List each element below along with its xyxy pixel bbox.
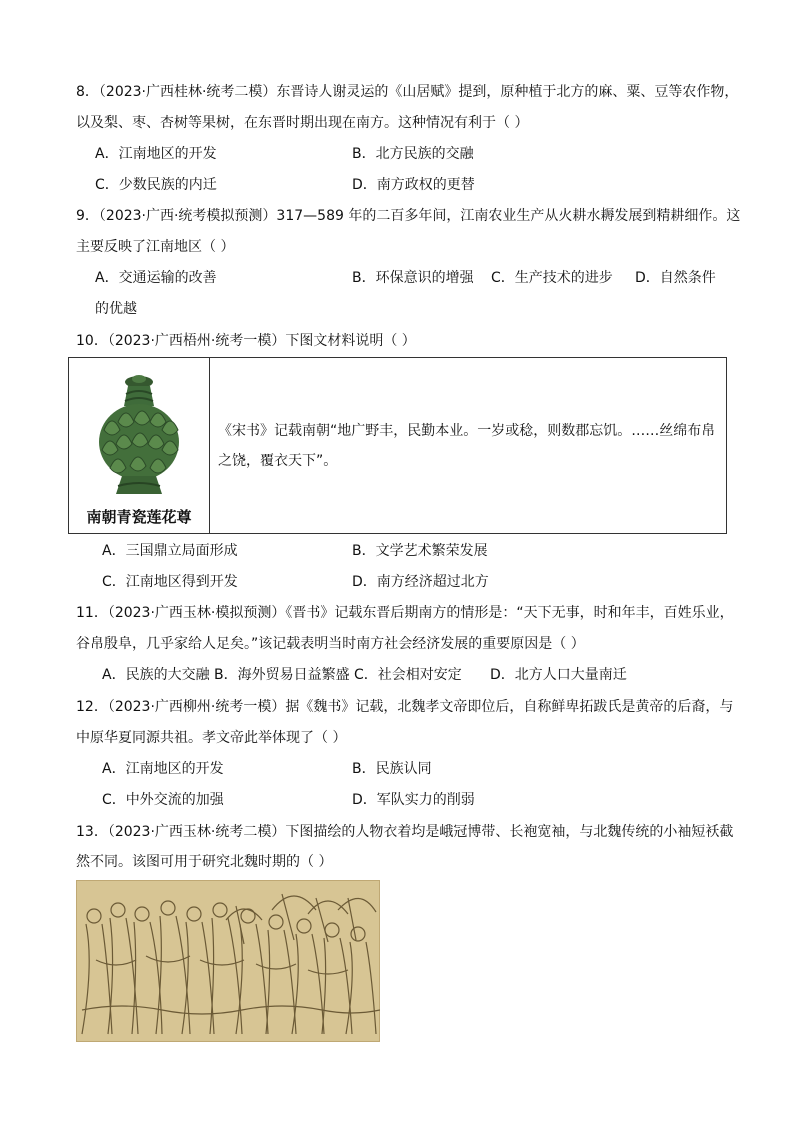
q8-option-b: B．北方民族的交融 (352, 146, 474, 162)
material-text-cell (210, 358, 727, 534)
q9-stem-line2: 主要反映了江南地区（ ） (76, 239, 235, 255)
q11-stem-line1: 11．（2023·广西玉林·模拟预测）《晋书》记载东晋后期南方的情形是：“天下无事，时和年丰，百姓乐业， (76, 605, 734, 621)
q11-option-b: B．海外贸易日益繁盛 (214, 667, 350, 683)
q8-option-c: C．少数民族的内迁 (95, 177, 217, 193)
q9-option-d: D．自然条件 (635, 270, 716, 286)
q10-option-c: C．江南地区得到开发 (102, 574, 238, 590)
vase-caption: 南朝青瓷莲花尊 (86, 508, 192, 526)
northern-wei-procession-mural-image (76, 880, 380, 1042)
q8-option-d: D．南方政权的更替 (352, 177, 475, 193)
celadon-lotus-vase-image (84, 370, 194, 500)
q13-stem-line1: 13．（2023·广西玉林·统考二模）下图描绘的人物衣着均是峨冠博带、长袍宽袖，与北魏传统的小袖短袄截 (76, 824, 734, 840)
q11-stem-line2: 谷帛殷阜，几乎家给人足矣。”该记载表明当时南方社会经济发展的重要原因是（ ） (76, 636, 585, 652)
q8-option-a: A．江南地区的开发 (95, 146, 217, 162)
q11-option-a: A．民族的大交融 (102, 667, 210, 683)
q11-option-d: D．北方人口大量南迁 (490, 667, 627, 683)
material-text-line1: 《宋书》记载南朝“地广野丰，民勤本业。一岁或稔，则数郡忘饥。……丝绵布帛 (218, 422, 716, 439)
q12-option-b: B．民族认同 (352, 761, 432, 777)
q12-option-d: D．军队实力的削弱 (352, 792, 475, 808)
q9-stem-line1: 9．（2023·广西·统考模拟预测）317—589 年的二百多年间，江南农业生产从火耕水耨发展到精耕细作。这 (76, 208, 741, 224)
q9-option-c: C．生产技术的进步 (491, 270, 613, 286)
q9-option-b: B．环保意识的增强 (352, 270, 474, 286)
material-text-line2: 之饶，覆衣天下”。 (218, 452, 338, 469)
q9-option-d-continued: 的优越 (95, 301, 137, 317)
q10-option-d: D．南方经济超过北方 (352, 574, 489, 590)
q12-stem-line2: 中原华夏同源共祖。孝文帝此举体现了（ ） (76, 730, 347, 746)
q9-option-a: A．交通运输的改善 (95, 270, 217, 286)
q11-option-c: C．社会相对安定 (354, 667, 462, 683)
q13-stem-line2: 然不同。该图可用于研究北魏时期的（ ） (76, 854, 333, 870)
q12-option-c: C．中外交流的加强 (102, 792, 224, 808)
q12-option-a: A．江南地区的开发 (102, 761, 224, 777)
q10-option-b: B．文学艺术繁荣发展 (352, 543, 488, 559)
q10-material-table (68, 357, 727, 534)
q10-option-a: A．三国鼎立局面形成 (102, 543, 238, 559)
q10-stem: 10．（2023·广西梧州·统考一模）下图文材料说明（ ） (76, 333, 416, 349)
q12-stem-line1: 12．（2023·广西柳州·统考一模）据《魏书》记载，北魏孝文帝即位后，自称鲜卑拓跋氏是黄帝的后裔，与 (76, 699, 734, 715)
q8-stem-line1: 8．（2023·广西桂林·统考二模）东晋诗人谢灵运的《山居赋》提到，原种植于北方的麻、粟、豆等农作物， (76, 84, 739, 100)
vase-image-cell (69, 358, 210, 534)
q8-stem-line2: 以及梨、枣、杏树等果树，在东晋时期出现在南方。这种情况有利于（ ） (76, 115, 529, 131)
